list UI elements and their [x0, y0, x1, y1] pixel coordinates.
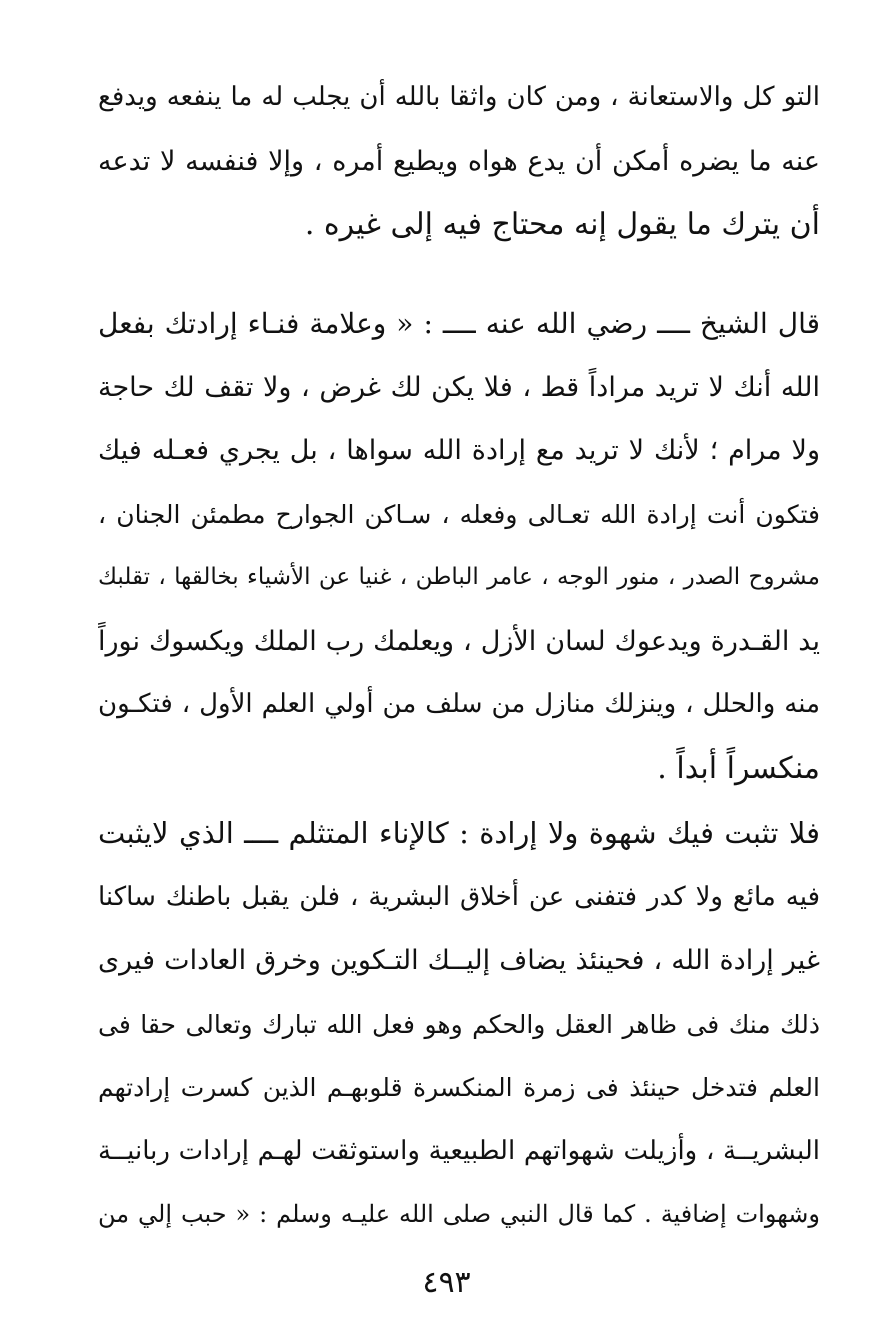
text-line: البشريــة ، وأزيلت شهواتهم الطبيعية واستوثقت لهـم إرادات ربانيــة	[98, 1135, 820, 1166]
text-line: يد القـدرة ويدعوك لسان الأزل ، ويعلمك رب الملك ويكسوك نوراً	[98, 625, 820, 657]
text-line: فيه مائع ولا كدر فتفنى عن أخلاق البشرية ، فلن يقبل باطنك ساكنا	[98, 881, 820, 912]
text-line: ذلك منك فى ظاهر العقل والحكم وهو فعل الله تبارك وتعالى حقا فى	[98, 1009, 820, 1039]
text-line: فلا تثبت فيك شهوة ولا إرادة : كالإناء المتثلم ــــ الذي لايثبت	[98, 816, 820, 850]
text-line: منه والحلل ، وينزلك منازل من سلف من أولي العلم الأول ، فتكـون	[98, 689, 820, 719]
text-line: فتكون أنت إرادة الله تعـالى وفعله ، سـاكن الجوارح مطمئن الجنان ،	[98, 499, 820, 529]
text-line: أن يترك ما يقول إنه محتاج فيه إلى غيره .	[304, 207, 820, 242]
text-line: قال الشيخ ــــ رضي الله عنه ــــ : « وعلامة فنـاء إرادتك بفعل	[98, 307, 820, 340]
text-line: مشروح الصدر ، منور الوجه ، عامر الباطن ، غنيا عن الأشياء بخالقها ، تقلبك	[98, 564, 820, 590]
text-line: الله أنك لا تريد مراداً قط ، فلا يكن لك غرض ، ولا تقف لك حاجة	[98, 371, 820, 403]
text-line: عنه ما يضره أمكن أن يدع هواه ويطيع أمره ، وإلا فنفسه لا تدعه	[98, 145, 820, 177]
text-line: ولا مرام ؛ لأنك لا تريد مع إرادة الله سواها ، بل يجري فعـله فيك	[98, 435, 820, 466]
text-line: التو كل والاستعانة ، ومن كان واثقا بالله أن يجلب له ما ينفعه ويدفع	[98, 82, 820, 112]
text-line: وشهوات إضافية . كما قال النبي صلى الله عليـه وسلم : « حبب إلي من	[98, 1200, 820, 1228]
paragraph-2	[98, 292, 820, 800]
text-line: العلم فتدخل حينئذ فى زمرة المنكسرة قلوبهـم الذين كسرت إرادتهم	[98, 1073, 820, 1102]
paragraph-1	[98, 66, 820, 257]
page-number: ٤٩٣	[422, 1265, 471, 1300]
text-line: غير إرادة الله ، فحينئذ يضاف إليــك التـكوين وخرق العادات فيرى	[98, 945, 820, 976]
text-line: منكسراً أبداً .	[657, 750, 820, 786]
paragraph-3	[98, 802, 820, 1247]
